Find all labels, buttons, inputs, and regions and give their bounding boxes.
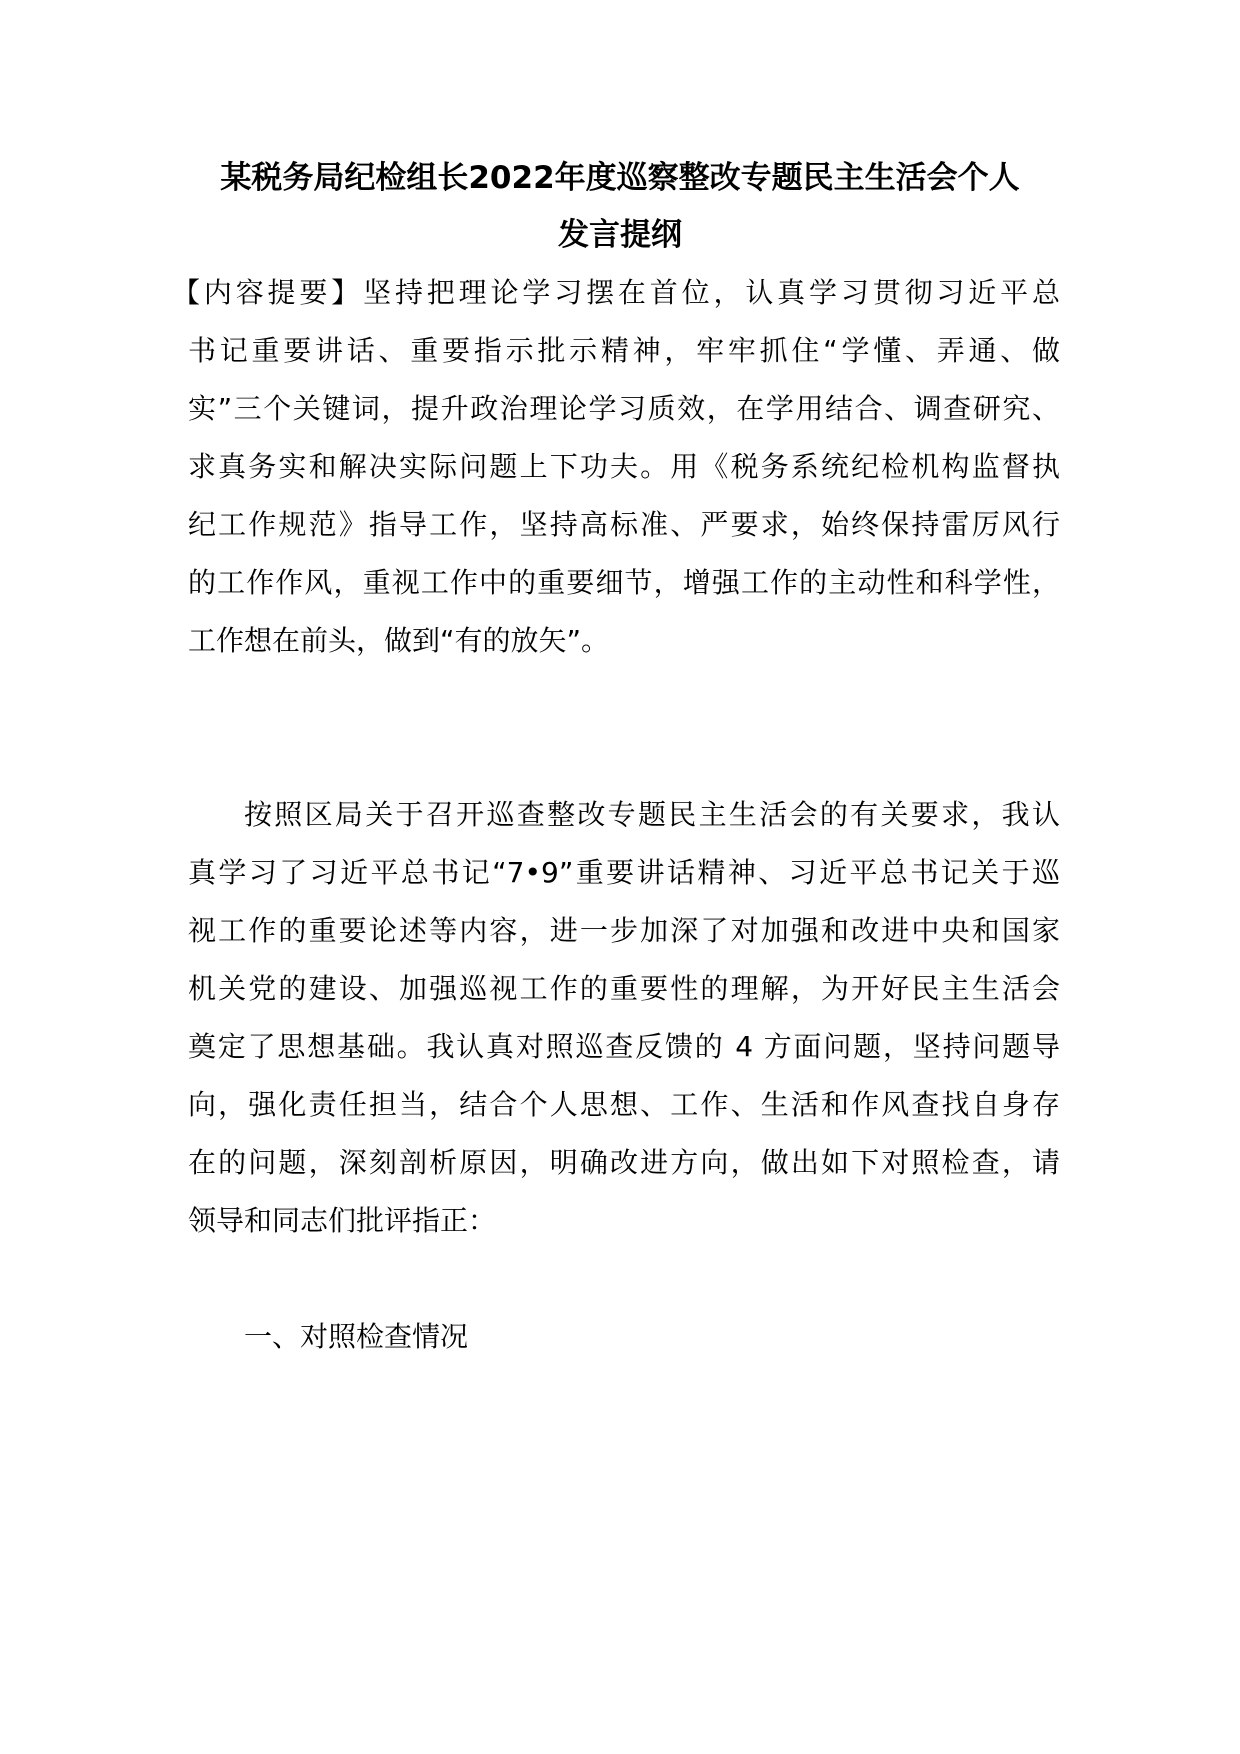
summary-line: 实”三个关键词，提升政治理论学习质效，在学用结合、调查研究、	[188, 392, 1060, 425]
document-title-line-1: 某税务局纪检组长2022年度巡察整改专题民主生活会个人	[220, 160, 1020, 196]
body-line: 奠定了思想基础。我认真对照巡查反馈的 4 方面问题，坚持问题导	[188, 1030, 1060, 1063]
summary-line: 工作想在前头，做到“有的放矢”。	[188, 624, 610, 657]
summary-line: 【内容提要】坚持把理论学习摆在首位，认真学习贯彻习近平总	[172, 276, 1060, 309]
summary-line: 书记重要讲话、重要指示批示精神，牢牢抓住“学懂、弄通、做	[188, 334, 1060, 367]
body-line: 领导和同志们批评指正：	[188, 1204, 497, 1237]
section-heading: 一、对照检查情况	[244, 1320, 469, 1353]
body-line: 机关党的建设、加强巡视工作的重要性的理解，为开好民主生活会	[188, 972, 1060, 1005]
body-line: 视工作的重要论述等内容，进一步加深了对加强和改进中央和国家	[188, 914, 1060, 947]
summary-line: 的工作作风，重视工作中的重要细节，增强工作的主动性和科学性，	[188, 566, 1060, 599]
document-title-line-2: 发言提纲	[558, 217, 682, 253]
body-line: 真学习了习近平总书记“7•9”重要讲话精神、习近平总书记关于巡	[188, 856, 1060, 889]
body-line: 在的问题，深刻剖析原因，明确改进方向，做出如下对照检查，请	[188, 1146, 1060, 1179]
body-line: 向，强化责任担当，结合个人思想、工作、生活和作风查找自身存	[188, 1088, 1060, 1121]
summary-line: 求真务实和解决实际问题上下功夫。用《税务系统纪检机构监督执	[188, 450, 1060, 483]
body-line: 按照区局关于召开巡查整改专题民主生活会的有关要求，我认	[244, 798, 1060, 831]
summary-line: 纪工作规范》指导工作，坚持高标准、严要求，始终保持雷厉风行	[188, 508, 1060, 541]
